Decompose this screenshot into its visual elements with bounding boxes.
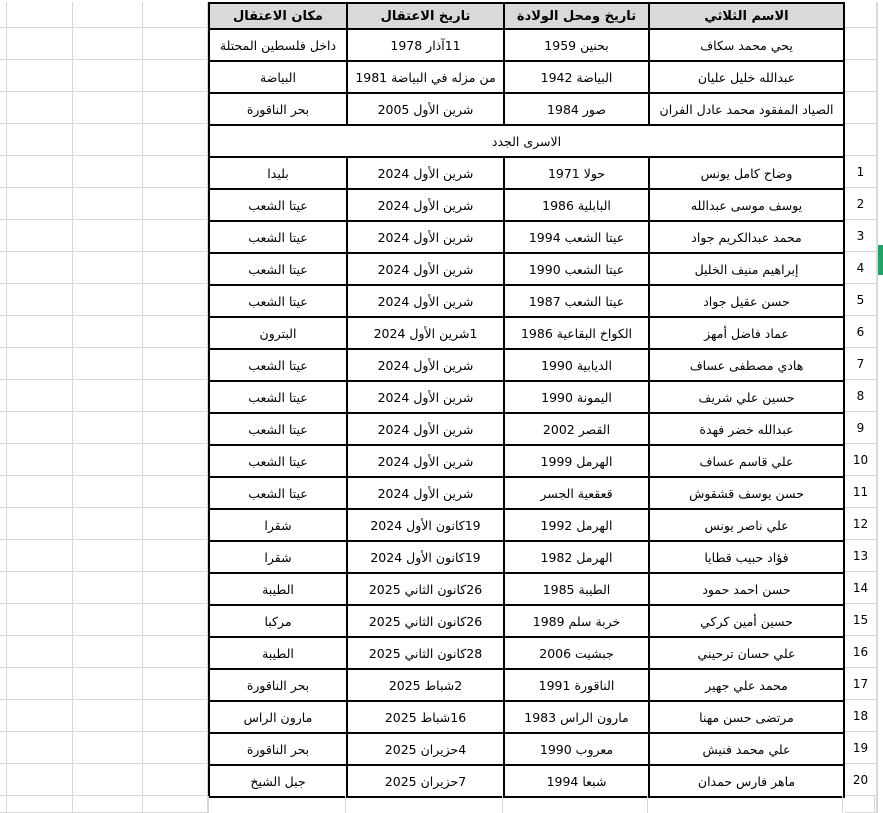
cell-full-name[interactable]: مرتضى حسن مهنا: [649, 701, 844, 733]
cell-birth-date-place[interactable]: القصر 2002: [504, 413, 649, 445]
empty-cell[interactable]: [648, 796, 843, 813]
cell-arrest-date[interactable]: 19كانون الأول 2024: [347, 541, 504, 573]
table-row: [209, 93, 844, 125]
cell-arrest-place[interactable]: عيتا الشعب: [209, 381, 347, 413]
table-row: [209, 701, 844, 733]
cell-birth-date-place[interactable]: جبشيت 2006: [504, 637, 649, 669]
empty-cell[interactable]: [73, 380, 143, 412]
cell-arrest-date[interactable]: 7حزيران 2025: [347, 765, 504, 797]
row-number[interactable]: 15: [845, 604, 877, 636]
empty-cell[interactable]: [7, 156, 73, 188]
empty-cell[interactable]: [0, 316, 7, 348]
cell-full-name[interactable]: علي قاسم عساف: [649, 445, 844, 477]
cell-arrest-date[interactable]: 19كانون الأول 2024: [347, 509, 504, 541]
row-number-column: [845, 2, 877, 813]
cell-arrest-place[interactable]: عيتا الشعب: [209, 349, 347, 381]
empty-cell[interactable]: [143, 732, 208, 764]
table-row: [209, 765, 844, 797]
cell-arrest-place[interactable]: البترون: [209, 317, 347, 349]
cell-birth-date-place[interactable]: البابلية 1986: [504, 189, 649, 221]
row-number[interactable]: 12: [845, 508, 877, 540]
empty-cell[interactable]: [143, 156, 208, 188]
empty-cell[interactable]: [0, 764, 7, 796]
table-row: [209, 605, 844, 637]
table-row: [209, 189, 844, 221]
table-row: [209, 221, 844, 253]
empty-cell[interactable]: [7, 220, 73, 252]
cell-arrest-date[interactable]: 2شباط 2025: [347, 669, 504, 701]
empty-cell[interactable]: [7, 636, 73, 668]
row-number[interactable]: 17: [845, 668, 877, 700]
empty-cell[interactable]: [7, 668, 73, 700]
table-row: [209, 477, 844, 509]
cell-arrest-date[interactable]: شرين الأول 2024: [347, 477, 504, 509]
empty-cell[interactable]: [73, 412, 143, 444]
cell-arrest-date[interactable]: من مزله في البياضة 1981: [347, 61, 504, 93]
empty-cell[interactable]: [0, 124, 7, 156]
empty-cell[interactable]: [0, 796, 7, 813]
empty-cell[interactable]: [0, 348, 7, 380]
cell-arrest-place[interactable]: عيتا الشعب: [209, 413, 347, 445]
empty-cell[interactable]: [73, 668, 143, 700]
cell-full-name[interactable]: حسن عقيل جواد: [649, 285, 844, 317]
table-row: [209, 669, 844, 701]
cell-birth-date-place[interactable]: مارون الراس 1983: [504, 701, 649, 733]
cell-birth-date-place[interactable]: خربة سلم 1989: [504, 605, 649, 637]
table-row: [209, 733, 844, 765]
cell-full-name[interactable]: حسين أمين كركي: [649, 605, 844, 637]
empty-cell[interactable]: [7, 92, 73, 124]
cell-arrest-place[interactable]: عيتا الشعب: [209, 189, 347, 221]
empty-cell[interactable]: [0, 732, 7, 764]
cell-birth-date-place[interactable]: البياضة 1942: [504, 61, 649, 93]
cell-arrest-place[interactable]: جبل الشيخ: [209, 765, 347, 797]
cell-birth-date-place[interactable]: شبعا 1994: [504, 765, 649, 797]
cell-full-name[interactable]: حسين علي شريف: [649, 381, 844, 413]
cell-arrest-date[interactable]: شرين الأول 2024: [347, 189, 504, 221]
row-number[interactable]: 6: [845, 316, 877, 348]
empty-cell[interactable]: [73, 764, 143, 796]
empty-cell[interactable]: [143, 316, 208, 348]
table-row: [209, 573, 844, 605]
cell-birth-date-place[interactable]: قعقعية الجسر: [504, 477, 649, 509]
empty-cell[interactable]: [7, 540, 73, 572]
cell-birth-date-place[interactable]: عيتا الشعب 1994: [504, 221, 649, 253]
cell-arrest-place[interactable]: عيتا الشعب: [209, 285, 347, 317]
cell-birth-date-place[interactable]: الهرمل 1992: [504, 509, 649, 541]
cell-full-name[interactable]: يحي محمد سكاف: [649, 29, 844, 61]
row-number[interactable]: 11: [845, 476, 877, 508]
cell-arrest-place[interactable]: مارون الراس: [209, 701, 347, 733]
collaborator-selection-marker: [878, 245, 883, 275]
empty-cell[interactable]: [7, 700, 73, 732]
empty-cell[interactable]: [143, 28, 208, 60]
cell-birth-date-place[interactable]: الناقورة 1991: [504, 669, 649, 701]
cell-birth-date-place[interactable]: الطيبة 1985: [504, 573, 649, 605]
cell-birth-date-place[interactable]: الهرمل 1999: [504, 445, 649, 477]
cell-arrest-place[interactable]: بحر الناقورة: [209, 669, 347, 701]
column-header-birth-date-place[interactable]: تاريخ ومحل الولادة: [504, 3, 649, 29]
cell-arrest-place[interactable]: عيتا الشعب: [209, 477, 347, 509]
empty-cell[interactable]: [0, 28, 7, 60]
empty-cell[interactable]: [143, 188, 208, 220]
table-row: [209, 253, 844, 285]
empty-cell[interactable]: [73, 124, 143, 156]
cell-birth-date-place[interactable]: صور 1984: [504, 93, 649, 125]
empty-cell[interactable]: [503, 796, 648, 813]
section-header-row: [209, 125, 844, 157]
empty-cell[interactable]: [7, 508, 73, 540]
empty-cell[interactable]: [143, 380, 208, 412]
cell-full-name[interactable]: حسن يوسف قشقوش: [649, 477, 844, 509]
cell-full-name[interactable]: وضاح كامل يونس: [649, 157, 844, 189]
table-row: [209, 541, 844, 573]
row-number[interactable]: 14: [845, 572, 877, 604]
empty-cell[interactable]: [7, 796, 73, 813]
empty-cell[interactable]: [73, 636, 143, 668]
empty-cell[interactable]: [7, 348, 73, 380]
prisoners-table: [208, 2, 845, 798]
empty-cell[interactable]: [7, 124, 73, 156]
empty-cell[interactable]: [208, 796, 346, 813]
cell-arrest-date[interactable]: شرين الأول 2024: [347, 221, 504, 253]
empty-cell[interactable]: [73, 796, 143, 813]
empty-cell[interactable]: [346, 796, 503, 813]
empty-cell[interactable]: [7, 380, 73, 412]
row-number[interactable]: 5: [845, 284, 877, 316]
empty-cell[interactable]: [73, 188, 143, 220]
empty-cell[interactable]: [143, 540, 208, 572]
table-row: [209, 285, 844, 317]
cell-arrest-date[interactable]: 11آذار 1978: [347, 29, 504, 61]
empty-cell[interactable]: [7, 60, 73, 92]
cell-full-name[interactable]: إبراهيم منيف الخليل: [649, 253, 844, 285]
empty-cell[interactable]: [73, 156, 143, 188]
cell-full-name[interactable]: علي حسان ترحيني: [649, 637, 844, 669]
cell-birth-date-place[interactable]: اليمونة 1990: [504, 381, 649, 413]
row-number[interactable]: 10: [845, 444, 877, 476]
empty-cell[interactable]: [0, 540, 7, 572]
table-row: [209, 637, 844, 669]
empty-cell[interactable]: [143, 476, 208, 508]
empty-cell[interactable]: [73, 476, 143, 508]
empty-cell[interactable]: [143, 220, 208, 252]
empty-cell[interactable]: [7, 252, 73, 284]
empty-cell[interactable]: [73, 604, 143, 636]
cell-arrest-date[interactable]: 26كانون الثاني 2025: [347, 605, 504, 637]
empty-cell[interactable]: [7, 476, 73, 508]
empty-cell[interactable]: [0, 380, 7, 412]
cell-full-name[interactable]: عبدالله خضر فهدة: [649, 413, 844, 445]
empty-cell[interactable]: [845, 60, 877, 92]
empty-cell[interactable]: [73, 284, 143, 316]
empty-cell[interactable]: [0, 156, 7, 188]
empty-cell[interactable]: [7, 316, 73, 348]
empty-cell[interactable]: [73, 732, 143, 764]
empty-cell[interactable]: [73, 2, 143, 28]
empty-cell[interactable]: [143, 252, 208, 284]
row-number[interactable]: 9: [845, 412, 877, 444]
empty-cell[interactable]: [73, 540, 143, 572]
empty-cell[interactable]: [7, 188, 73, 220]
empty-cell[interactable]: [143, 796, 208, 813]
empty-cell[interactable]: [143, 572, 208, 604]
empty-cell[interactable]: [0, 668, 7, 700]
cell-birth-date-place[interactable]: عيتا الشعب 1987: [504, 285, 649, 317]
empty-cell[interactable]: [73, 444, 143, 476]
cell-arrest-place[interactable]: شقرا: [209, 509, 347, 541]
empty-cell[interactable]: [7, 412, 73, 444]
cell-full-name[interactable]: محمد علي جهير: [649, 669, 844, 701]
section-title-new-prisoners[interactable]: الاسرى الجدد: [209, 125, 844, 157]
empty-cell[interactable]: [0, 188, 7, 220]
cell-arrest-date[interactable]: شرين الأول 2024: [347, 349, 504, 381]
empty-cell[interactable]: [143, 284, 208, 316]
cell-birth-date-place[interactable]: معروب 1990: [504, 733, 649, 765]
empty-cell[interactable]: [845, 124, 877, 156]
empty-cell[interactable]: [845, 28, 877, 60]
empty-cell[interactable]: [73, 252, 143, 284]
cell-arrest-place[interactable]: عيتا الشعب: [209, 253, 347, 285]
empty-cell[interactable]: [0, 444, 7, 476]
cell-arrest-place[interactable]: بليدا: [209, 157, 347, 189]
cell-arrest-date[interactable]: 26كانون الثاني 2025: [347, 573, 504, 605]
cell-arrest-date[interactable]: شرين الأول 2024: [347, 157, 504, 189]
empty-cell[interactable]: [7, 444, 73, 476]
empty-cell[interactable]: [143, 764, 208, 796]
cell-arrest-date[interactable]: شرين الأول 2024: [347, 381, 504, 413]
empty-cell[interactable]: [143, 668, 208, 700]
row-number[interactable]: 13: [845, 540, 877, 572]
empty-cell[interactable]: [7, 604, 73, 636]
empty-cell[interactable]: [0, 2, 7, 28]
cell-full-name[interactable]: ماهر فارس حمدان: [649, 765, 844, 797]
empty-cell[interactable]: [7, 2, 73, 28]
cell-full-name[interactable]: حسن احمد حمود: [649, 573, 844, 605]
table-row: [209, 413, 844, 445]
empty-cell[interactable]: [0, 220, 7, 252]
cell-arrest-date[interactable]: شرين الأول 2024: [347, 413, 504, 445]
cell-full-name[interactable]: علي محمد فنيش: [649, 733, 844, 765]
cell-arrest-date[interactable]: شرين الأول 2024: [347, 445, 504, 477]
empty-cell[interactable]: [143, 604, 208, 636]
cell-arrest-date[interactable]: شرين الأول 2024: [347, 253, 504, 285]
row-number[interactable]: 16: [845, 636, 877, 668]
table-row: [209, 61, 844, 93]
empty-cell[interactable]: [843, 796, 875, 813]
empty-cell[interactable]: [7, 284, 73, 316]
table-row: [209, 29, 844, 61]
cell-full-name[interactable]: عماد فاضل أمهز: [649, 317, 844, 349]
empty-cell[interactable]: [0, 284, 7, 316]
empty-cell[interactable]: [7, 572, 73, 604]
row-number[interactable]: 20: [845, 764, 877, 796]
cell-birth-date-place[interactable]: الهرمل 1982: [504, 541, 649, 573]
cell-arrest-place[interactable]: الطيبة: [209, 637, 347, 669]
cell-arrest-place[interactable]: عيتا الشعب: [209, 221, 347, 253]
empty-cell[interactable]: [0, 604, 7, 636]
empty-cell[interactable]: [143, 700, 208, 732]
cell-arrest-place[interactable]: الطيبة: [209, 573, 347, 605]
cell-birth-date-place[interactable]: الكواخ البقاعية 1986: [504, 317, 649, 349]
table-row: [209, 381, 844, 413]
table-row: [209, 445, 844, 477]
empty-cell[interactable]: [143, 412, 208, 444]
column-header-arrest-date[interactable]: تاريخ الاعتقال: [347, 3, 504, 29]
empty-cell[interactable]: [73, 60, 143, 92]
cell-arrest-place[interactable]: عيتا الشعب: [209, 445, 347, 477]
empty-cell[interactable]: [0, 92, 7, 124]
empty-cell[interactable]: [143, 636, 208, 668]
cell-full-name[interactable]: فؤاد حبيب قطايا: [649, 541, 844, 573]
empty-cell[interactable]: [7, 764, 73, 796]
empty-cell[interactable]: [73, 572, 143, 604]
empty-grid-bottom: [208, 796, 875, 813]
empty-cell[interactable]: [143, 92, 208, 124]
row-number[interactable]: 8: [845, 380, 877, 412]
empty-cell[interactable]: [7, 732, 73, 764]
cell-full-name[interactable]: علي ناصر يونس: [649, 509, 844, 541]
header-row: [209, 3, 844, 29]
right-edge-column: [877, 2, 883, 813]
empty-cell[interactable]: [0, 572, 7, 604]
table-row: [209, 317, 844, 349]
empty-cell[interactable]: [143, 124, 208, 156]
empty-cell[interactable]: [73, 92, 143, 124]
empty-cell[interactable]: [73, 28, 143, 60]
empty-cell[interactable]: [845, 2, 877, 28]
table-row: [209, 157, 844, 189]
cell-arrest-date[interactable]: 4حزيران 2025: [347, 733, 504, 765]
cell-full-name[interactable]: يوسف موسى عبدالله: [649, 189, 844, 221]
empty-cell[interactable]: [73, 316, 143, 348]
empty-cell[interactable]: [73, 700, 143, 732]
empty-cell[interactable]: [0, 476, 7, 508]
row-number[interactable]: 7: [845, 348, 877, 380]
cell-full-name[interactable]: الصياد المفقود محمد عادل الفران: [649, 93, 844, 125]
empty-cell[interactable]: [143, 60, 208, 92]
cell-arrest-place[interactable]: البياضة: [209, 61, 347, 93]
row-number[interactable]: 18: [845, 700, 877, 732]
cell-arrest-place[interactable]: بحر الناقورة: [209, 733, 347, 765]
cell-birth-date-place[interactable]: عيتا الشعب 1990: [504, 253, 649, 285]
cell-arrest-date[interactable]: 1شرين الأول 2024: [347, 317, 504, 349]
empty-cell[interactable]: [143, 508, 208, 540]
column-header-arrest-place[interactable]: مكان الاعتقال: [209, 3, 347, 29]
cell-birth-date-place[interactable]: حولا 1971: [504, 157, 649, 189]
cell-full-name[interactable]: هادي مصطفى عساف: [649, 349, 844, 381]
cell-arrest-date[interactable]: شرين الأول 2005: [347, 93, 504, 125]
empty-cell[interactable]: [0, 508, 7, 540]
column-header-full-name[interactable]: الاسم الثلاثي: [649, 3, 844, 29]
cell-birth-date-place[interactable]: الديابية 1990: [504, 349, 649, 381]
cell-arrest-place[interactable]: بحر الناقورة: [209, 93, 347, 125]
empty-cell[interactable]: [143, 2, 208, 28]
empty-cell[interactable]: [73, 508, 143, 540]
cell-full-name[interactable]: عبدالله خليل عليان: [649, 61, 844, 93]
empty-cell[interactable]: [73, 348, 143, 380]
empty-cell[interactable]: [7, 28, 73, 60]
cell-arrest-place[interactable]: داخل فلسطين المحتلة: [209, 29, 347, 61]
cell-arrest-date[interactable]: 28كانون الثاني 2025: [347, 637, 504, 669]
empty-cell[interactable]: [143, 348, 208, 380]
table-row: [209, 349, 844, 381]
row-number[interactable]: 2: [845, 188, 877, 220]
empty-cell[interactable]: [0, 700, 7, 732]
row-number[interactable]: 19: [845, 732, 877, 764]
cell-arrest-date[interactable]: شرين الأول 2024: [347, 285, 504, 317]
empty-cell[interactable]: [845, 92, 877, 124]
cell-arrest-place[interactable]: مركبا: [209, 605, 347, 637]
table-row: [209, 509, 844, 541]
empty-cell[interactable]: [0, 252, 7, 284]
cell-full-name[interactable]: محمد عبدالكريم جواد: [649, 221, 844, 253]
cell-arrest-place[interactable]: شقرا: [209, 541, 347, 573]
cell-birth-date-place[interactable]: بحنين 1959: [504, 29, 649, 61]
row-number[interactable]: 3: [845, 220, 877, 252]
empty-cell[interactable]: [73, 220, 143, 252]
row-number[interactable]: 4: [845, 252, 877, 284]
row-number[interactable]: 1: [845, 156, 877, 188]
empty-cell[interactable]: [0, 412, 7, 444]
cell-arrest-date[interactable]: 16شباط 2025: [347, 701, 504, 733]
empty-cell[interactable]: [0, 60, 7, 92]
empty-grid-left: [0, 2, 208, 813]
empty-cell[interactable]: [143, 444, 208, 476]
empty-cell[interactable]: [0, 636, 7, 668]
